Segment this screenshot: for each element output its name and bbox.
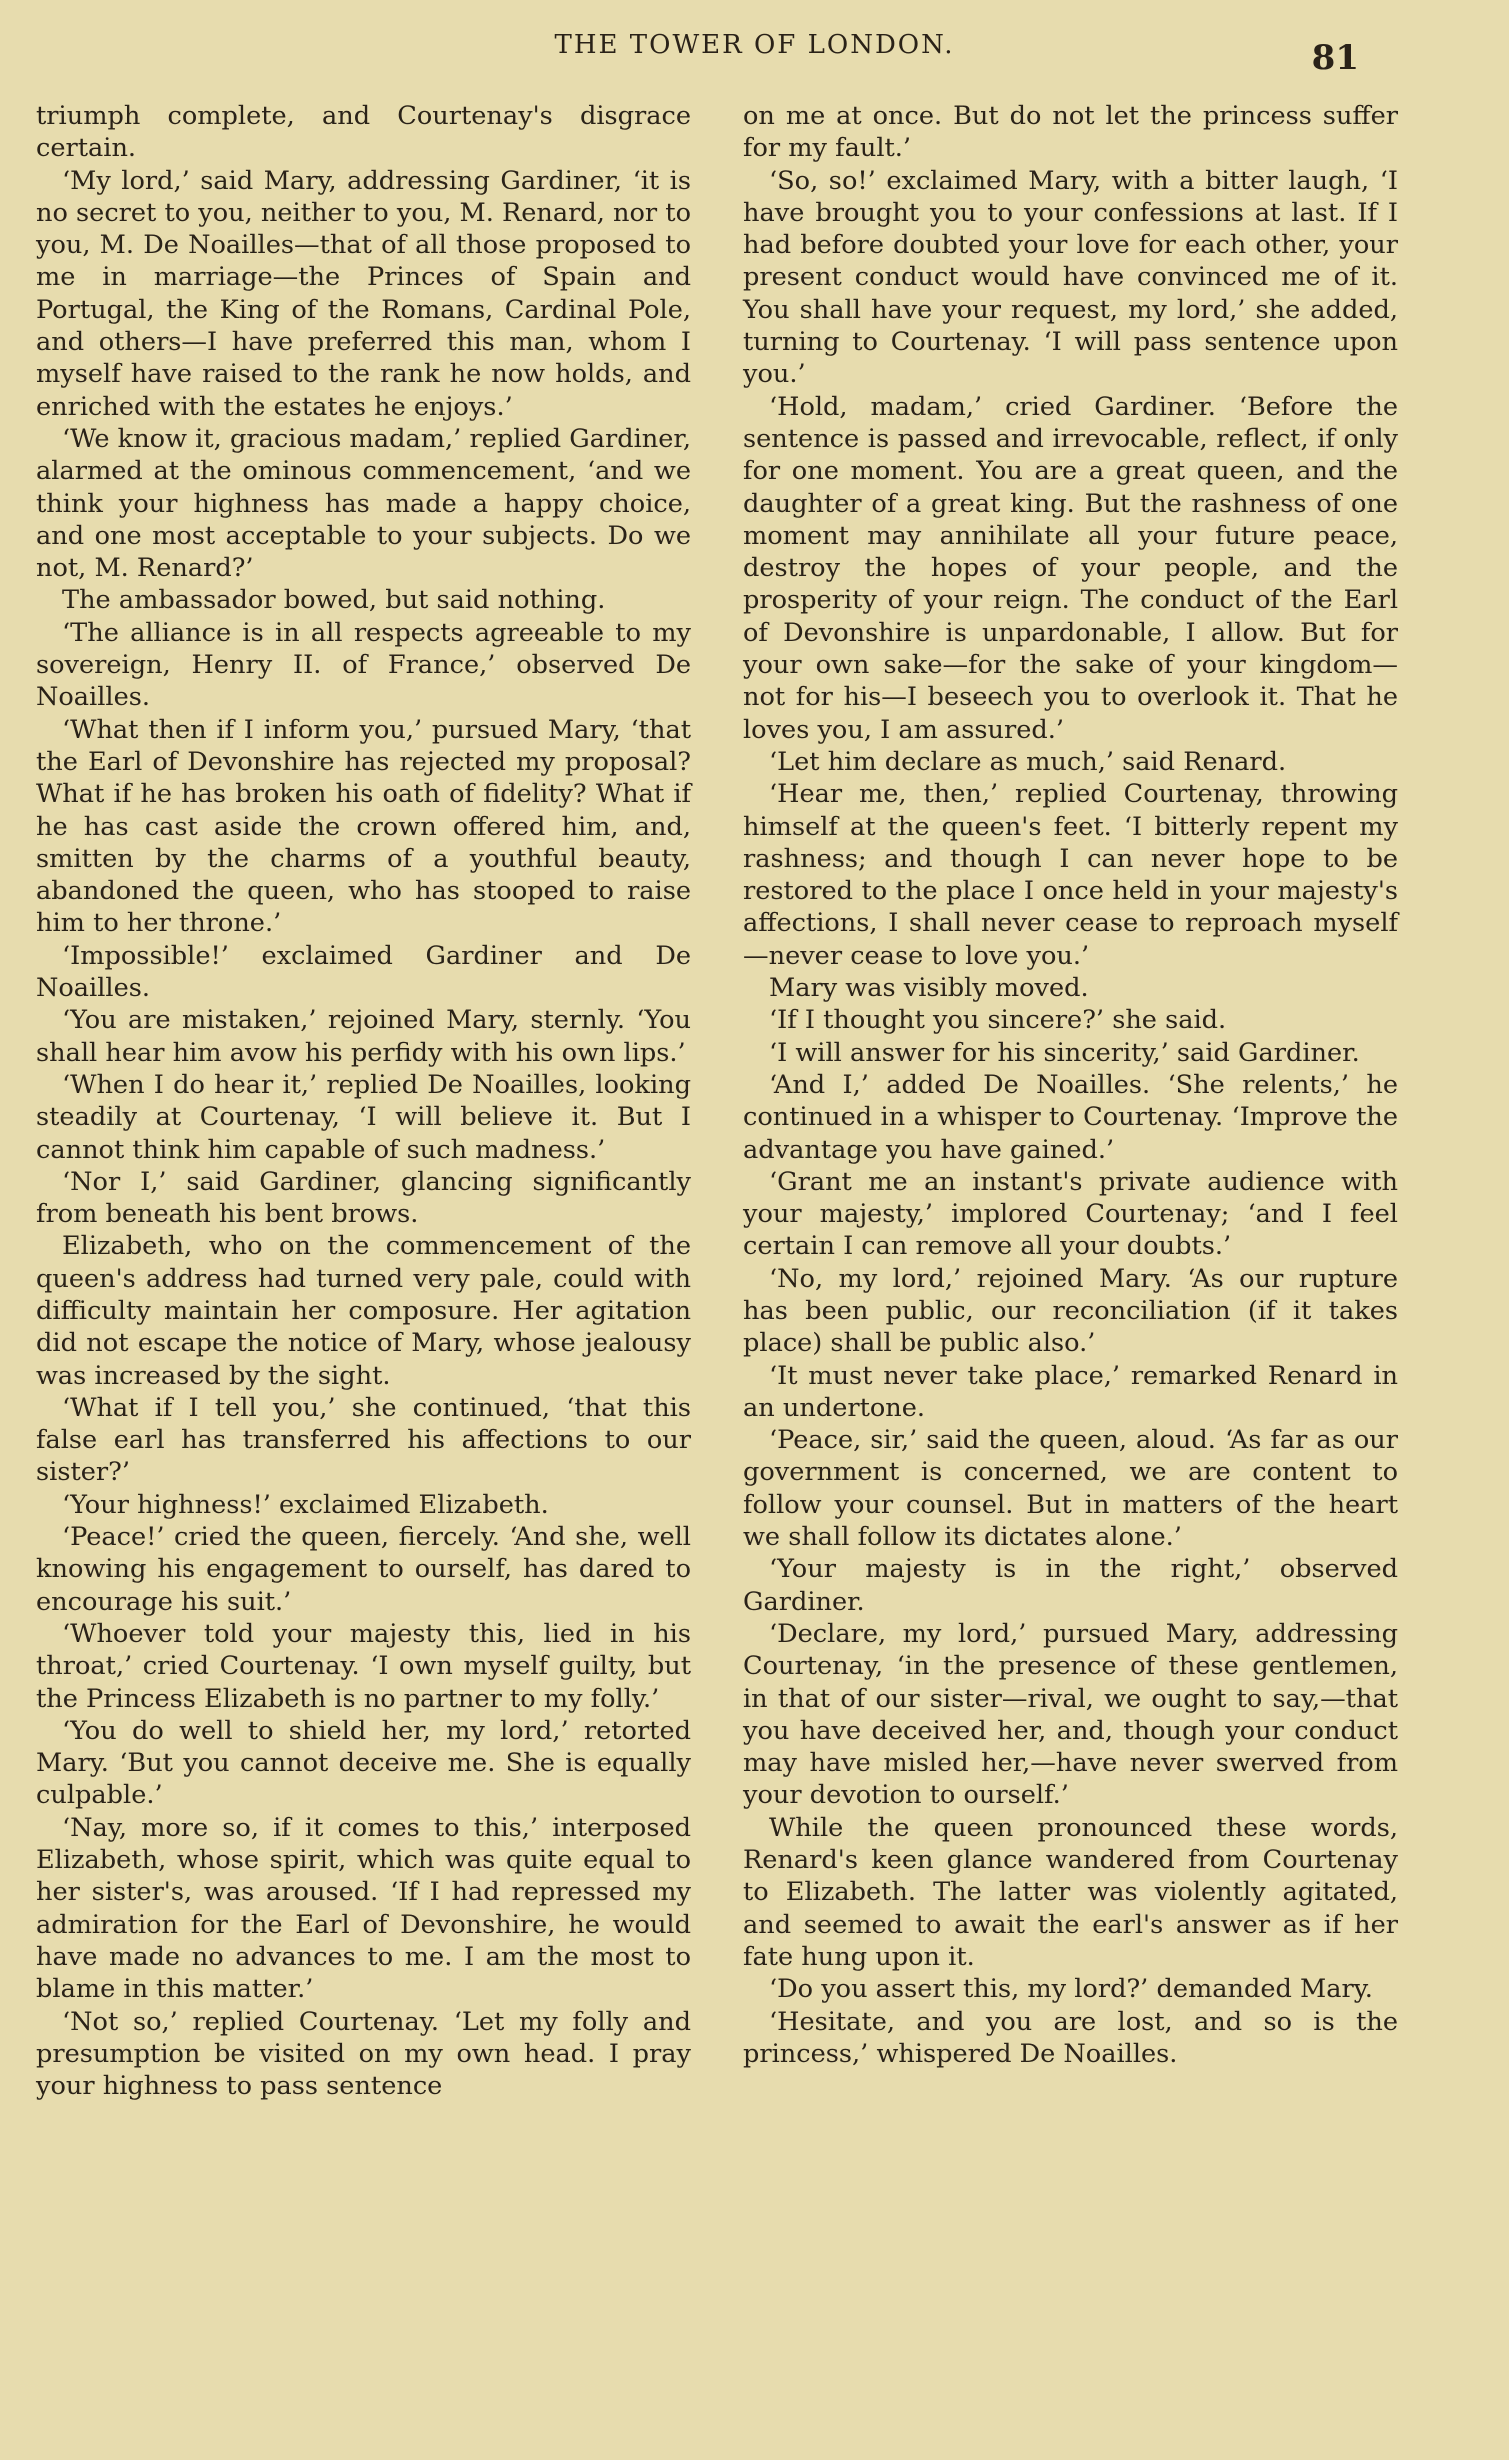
paragraph: ‘What then if I inform you,’ pursued Mary, ‘that the Earl of Devonshire has rejected my proposal? What if he has broken his oath of fidelity? What if he has cast aside the crown offered him, and, smitten by the charms of a youthful beauty, abandoned the queen, who has stooped to raise him to her throne.’	[36, 714, 691, 939]
paragraph: ‘Do you assert this, my lord?’ demanded Mary.	[769, 1974, 1373, 2005]
paragraph: ‘Nay, more so, if it comes to this,’ interposed Elizabeth, whose spirit, which was quite equal to her sister's, was aroused. ‘If I had repressed my admiration for the Earl of Devonshire, he would have made no advances to me. I am the most to blame in this matter.’	[36, 1812, 691, 2005]
paragraph: ‘Peace!’ cried the queen, fiercely. ‘And she, well knowing his engagement to ourself, has dared to encourage his suit.’	[36, 1522, 691, 1617]
paragraph: ‘Whoever told your majesty this, lied in his throat,’ cried Courtenay. ‘I own myself guilty, but the Princess Elizabeth is no partner to my folly.’	[36, 1618, 691, 1714]
paragraph: While the queen pronounced these words, Renard's keen glance wandered from Courtenay to Elizabeth. The latter was violently agitated, and seemed to await the earl's answer as if her fate hung upon it.	[743, 1812, 1398, 1972]
paragraph: Elizabeth, who on the commencement of the queen's address had turned very pale, could with difficulty maintain her composure. Her agitation did not escape the notice of Mary, whose jealousy was increased by the sight.	[36, 1231, 691, 1391]
paragraph: ‘It must never take place,’ remarked Renard in an undertone.	[743, 1360, 1398, 1423]
paragraph: ‘What if I tell you,’ she continued, ‘that this false earl has transferred his affections to our sister?’	[36, 1392, 691, 1488]
paragraph: ‘We know it, gracious madam,’ replied Gardiner, alarmed at the ominous commencement, ‘and we think your highness has made a happy choice, and one most acceptable to your subjects. Do we not, M. Renard?’	[36, 423, 691, 584]
paragraph: The ambassador bowed, but said nothing.	[62, 585, 606, 616]
paragraph: ‘You are mistaken,’ rejoined Mary, sternly. ‘You shall hear him avow his perfidy with his own lips.’	[36, 1005, 691, 1068]
running-title: THE TOWER OF LONDON.	[554, 30, 955, 60]
paragraph: ‘Grant me an instant's private audience with your majesty,’ implored Courtenay; ‘and I feel certain I can remove all your doubts.’	[743, 1166, 1398, 1262]
paragraph: ‘Hesitate, and you are lost, and so is the princess,’ whispered De Noailles.	[743, 2006, 1398, 2069]
paragraph: ‘When I do hear it,’ replied De Noailles, looking steadily at Courtenay, ‘I will believe it. But I cannot think him capable of such madness.’	[36, 1069, 691, 1165]
paragraph: ‘You do well to shield her, my lord,’ retorted Mary. ‘But you cannot deceive me. She is equally culpable.’	[36, 1715, 691, 1811]
paragraph: ‘Nor I,’ said Gardiner, glancing significantly from beneath his bent brows.	[36, 1166, 691, 1230]
paragraph: ‘If I thought you sincere?’ she said.	[769, 1005, 1227, 1036]
paragraph: Mary was visibly moved.	[769, 973, 1089, 1004]
paragraph: ‘The alliance is in all respects agreeable to my sovereign, Henry II. of France,’ observed De Noailles.	[36, 617, 691, 713]
paragraph: ‘Not so,’ replied Courtenay. ‘Let my folly and presumption be visited on my own head. I pray your highness to pass sentence	[36, 2006, 691, 2102]
paragraph: ‘My lord,’ said Mary, addressing Gardiner, ‘it is no secret to you, neither to you, M. Renard, nor to you, M. De Noailles—that of all those proposed to me in marriage—the Princes of Spain and Portugal, the King of the Romans, Cardinal Pole, and others—I have preferred this man, whom I myself have raised to the rank he now holds, and enriched with the estates he enjoys.’	[36, 165, 691, 422]
paragraph: ‘Let him declare as much,’ said Renard.	[769, 746, 1287, 777]
paragraph: ‘Hear me, then,’ replied Courtenay, throwing himself at the queen's feet. ‘I bitterly repent my rashness; and though I can never hope to be restored to the place I once held in your majesty's affections, I shall never cease to reproach myself—never cease to love you.’	[743, 779, 1398, 971]
paragraph: ‘No, my lord,’ rejoined Mary. ‘As our rupture has been public, our reconciliation (if it takes place) shall be public also.’	[743, 1263, 1398, 1359]
paragraph: ‘I will answer for his sincerity,’ said Gardiner.	[769, 1037, 1360, 1068]
page-header	[0, 30, 1509, 90]
paragraph: ‘So, so!’ exclaimed Mary, with a bitter laugh, ‘I have brought you to your confessions at last. If I had before doubted your love for each other, your present conduct would have convinced me of it. You shall have your request, my lord,’ she added, turning to Courtenay. ‘I will pass sentence upon you.’	[743, 165, 1398, 390]
paragraph: ‘Your majesty is in the right,’ observed Gardiner.	[743, 1554, 1398, 1617]
page-number: 81	[1311, 38, 1359, 78]
paragraph: ‘Peace, sir,’ said the queen, aloud. ‘As far as our government is concerned, we are content to follow your counsel. But in matters of the heart we shall follow its dictates alone.’	[743, 1425, 1398, 1553]
right-column	[743, 100, 1398, 2070]
paragraph: on me at once. But do not let the princess suffer for my fault.’	[743, 101, 1398, 164]
left-column	[36, 100, 691, 2102]
paragraph: ‘And I,’ added De Noailles. ‘She relents,’ he continued in a whisper to Courtenay. ‘Improve the advantage you have gained.’	[743, 1069, 1398, 1165]
paragraph: triumph complete, and Courtenay's disgrace certain.	[36, 101, 691, 164]
paragraph: ‘Declare, my lord,’ pursued Mary, addressing Courtenay, ‘in the presence of these gentlemen, in that of our sister—rival, we ought to say,—that you have deceived her, and, though your conduct may have misled her,—have never swerved from your devotion to ourself.’	[743, 1618, 1398, 1811]
paragraph: ‘Hold, madam,’ cried Gardiner. ‘Before the sentence is passed and irrevocable, reflect, if only for one moment. You are a great queen, and the daughter of a great king. But the rashness of one moment may annihilate all your future peace, destroy the hopes of your people, and the prosperity of your reign. The conduct of the Earl of Devonshire is unpardonable, I allow. But for your own sake—for the sake of your kingdom—not for his—I beseech you to overlook it. That he loves you, I am assured.’	[743, 391, 1398, 745]
paragraph: ‘Impossible!’ exclaimed Gardiner and De Noailles.	[36, 940, 691, 1004]
paragraph: ‘Your highness!’ exclaimed Elizabeth.	[62, 1489, 549, 1520]
